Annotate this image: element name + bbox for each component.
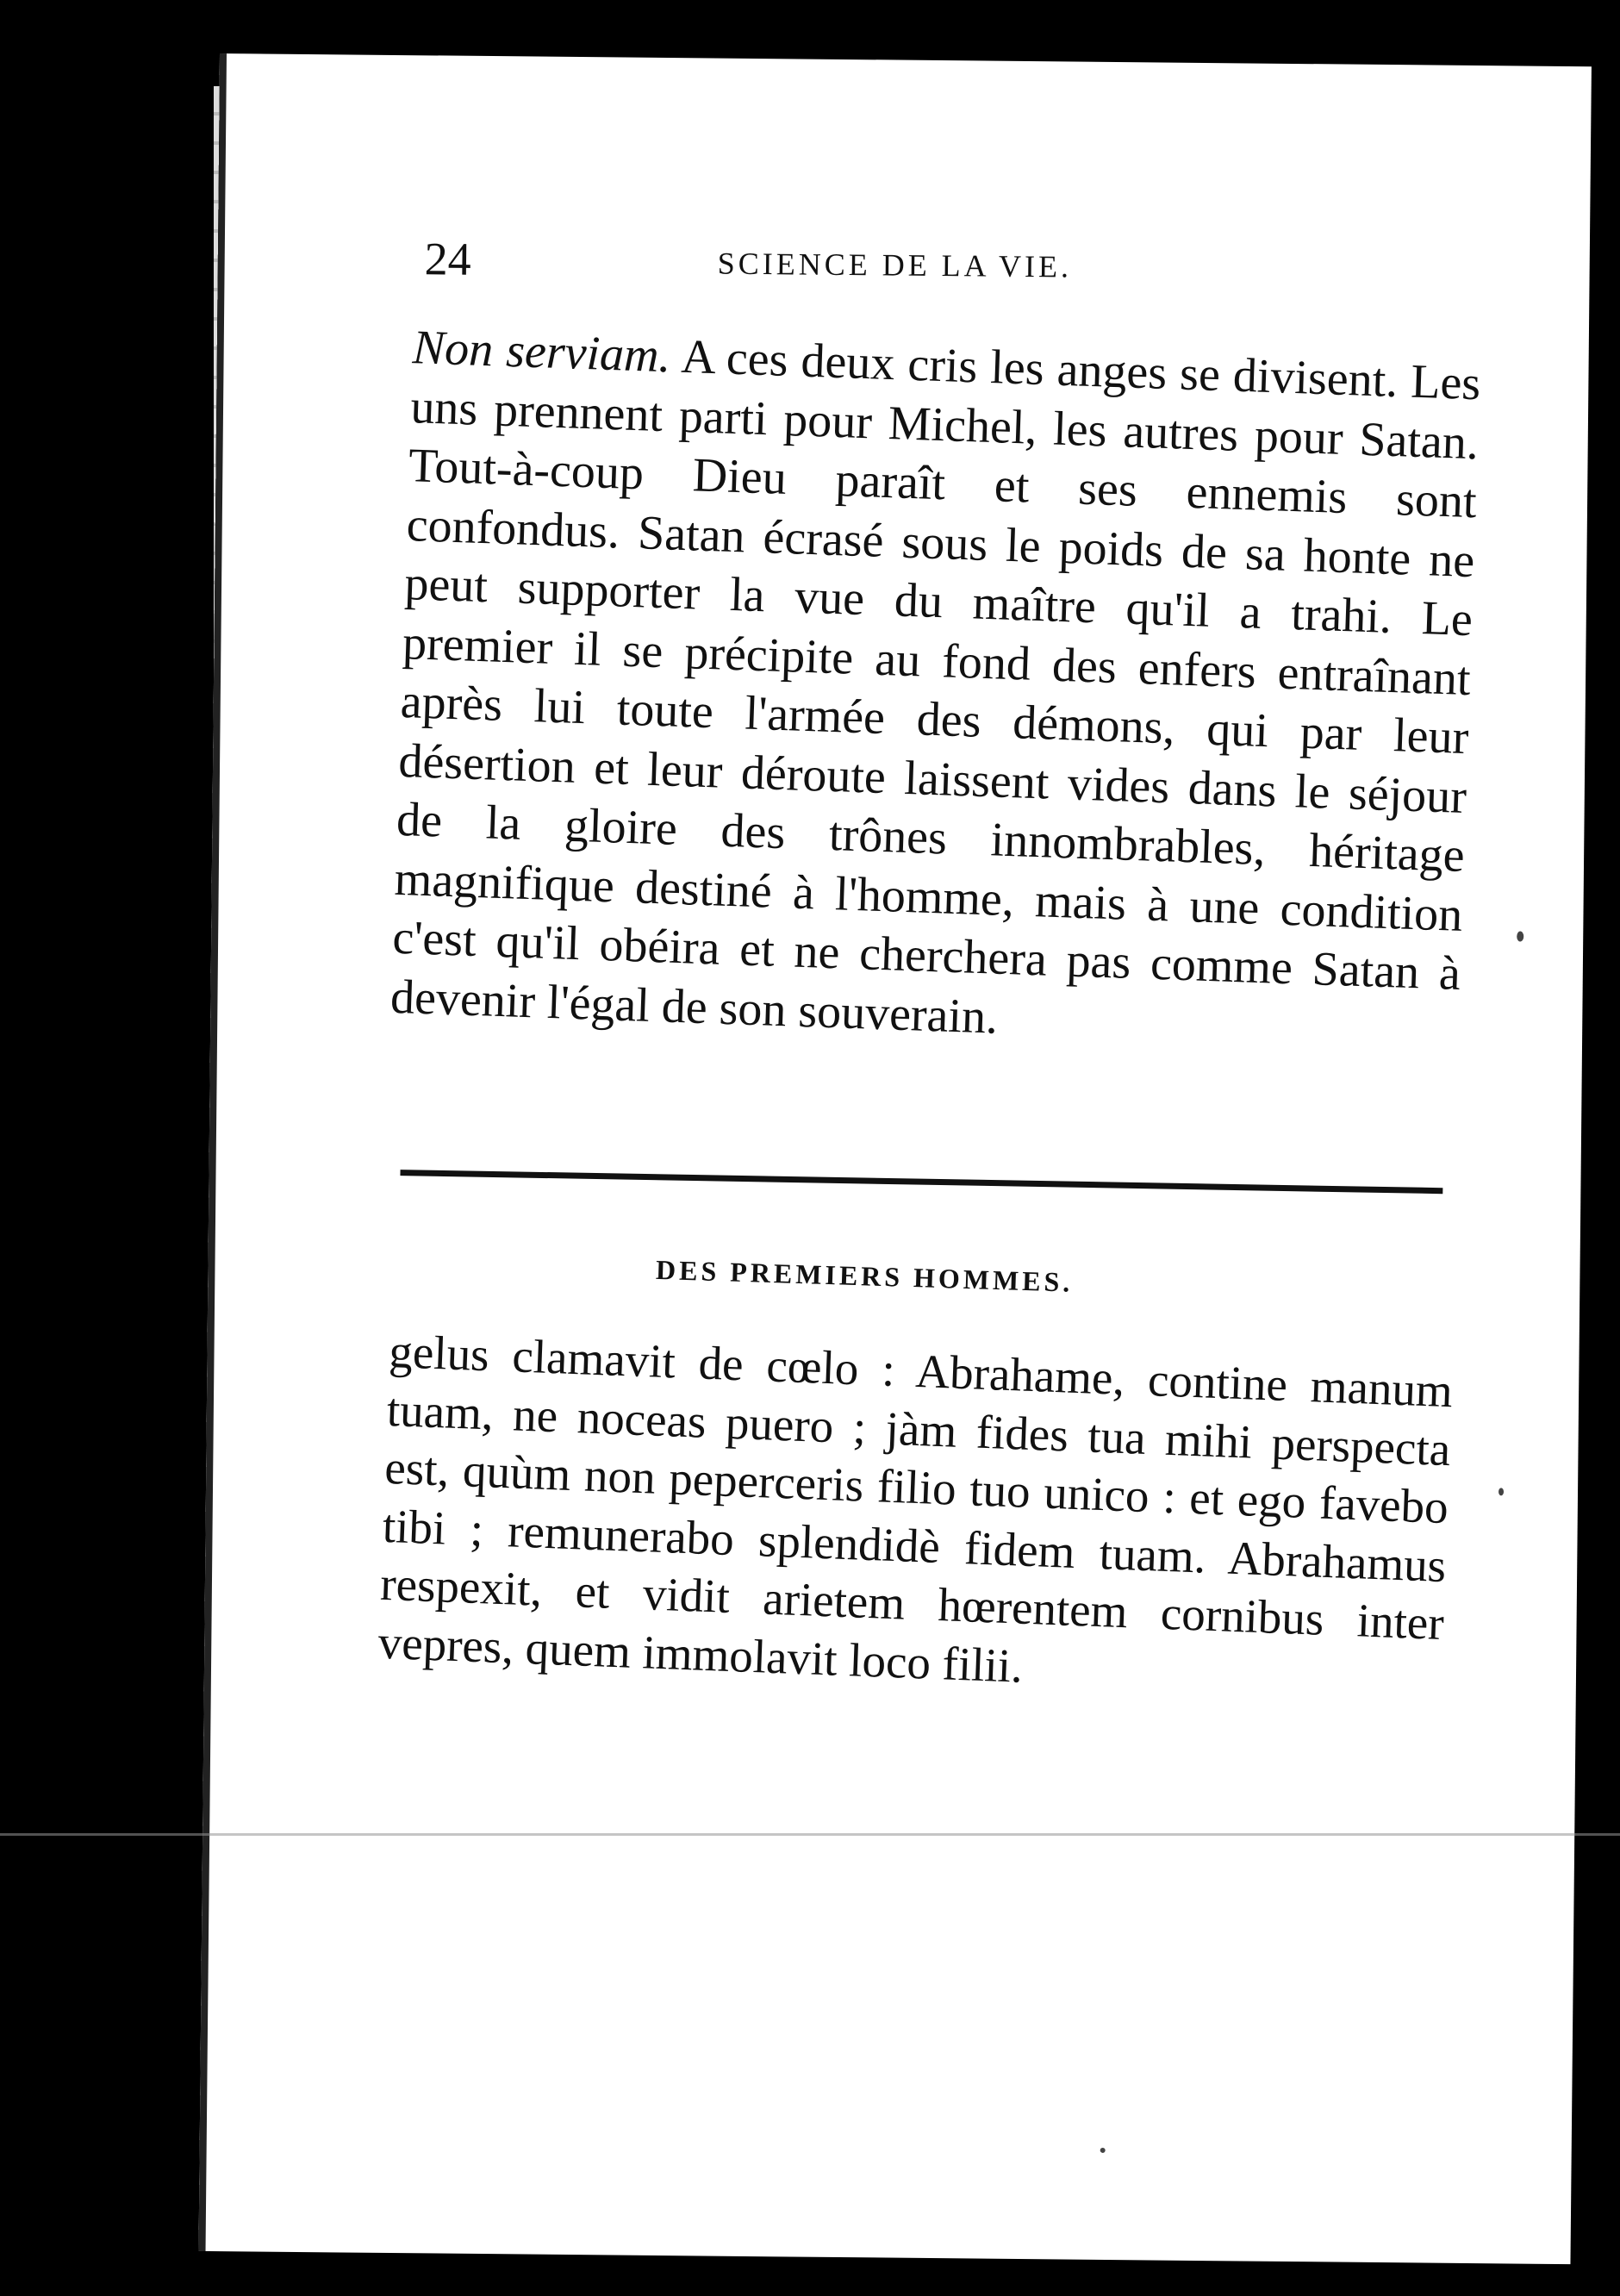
section-heading: DES PREMIERS HOMMES. xyxy=(655,1253,1074,1298)
book-page xyxy=(199,53,1592,2264)
scan-speck xyxy=(1517,931,1523,941)
scan-speck xyxy=(1100,2148,1106,2153)
page-number: 24 xyxy=(424,233,472,285)
page-header xyxy=(424,232,1511,311)
scan-speck xyxy=(1498,1488,1504,1495)
scan-artifact-line xyxy=(0,1833,1620,1836)
running-title: SCIENCE DE LA VIE. xyxy=(717,246,1073,284)
main-paragraph xyxy=(389,318,1481,1063)
section-divider xyxy=(400,1170,1442,1194)
main-paragraph-text: A ces deux cris les anges se divisent. Les uns prennent parti pour Michel, les autres pour Satan. Tout-à-coup Dieu paraît et ses ennemis sont confondus. Satan écrasé sous le poids de sa honte ne peut supporter la vue du maître qu'il a trahi. Le premier il se précipite au fond des enfers entraînant après lui toute l'armée des démons, qui par leur désertion et leur déroute laissent vides dans le séjour de la gloire des trônes innombrables, héritage magnifique destiné à l'homme, mais à une condition c'est qu'il obéira et ne cherchera pas comme Satan à devenir l'égal de son souverain. xyxy=(389,329,1482,1045)
lead-phrase: Non serviam. xyxy=(411,321,672,384)
latin-paragraph: gelus clamavit de cœlo : Abrahame, contine manum tuam, ne noceas puero ; jàm fides tua mihi perspecta est, quùm non peperceris filio tuo unico : et ego favebo tibi ; remunerabo splendidè fidem tuam. Abrahamus respexit, et vidit arietem hœrentem cornibus inter vepres, quem immolavit loco filii. xyxy=(377,1324,1454,1693)
